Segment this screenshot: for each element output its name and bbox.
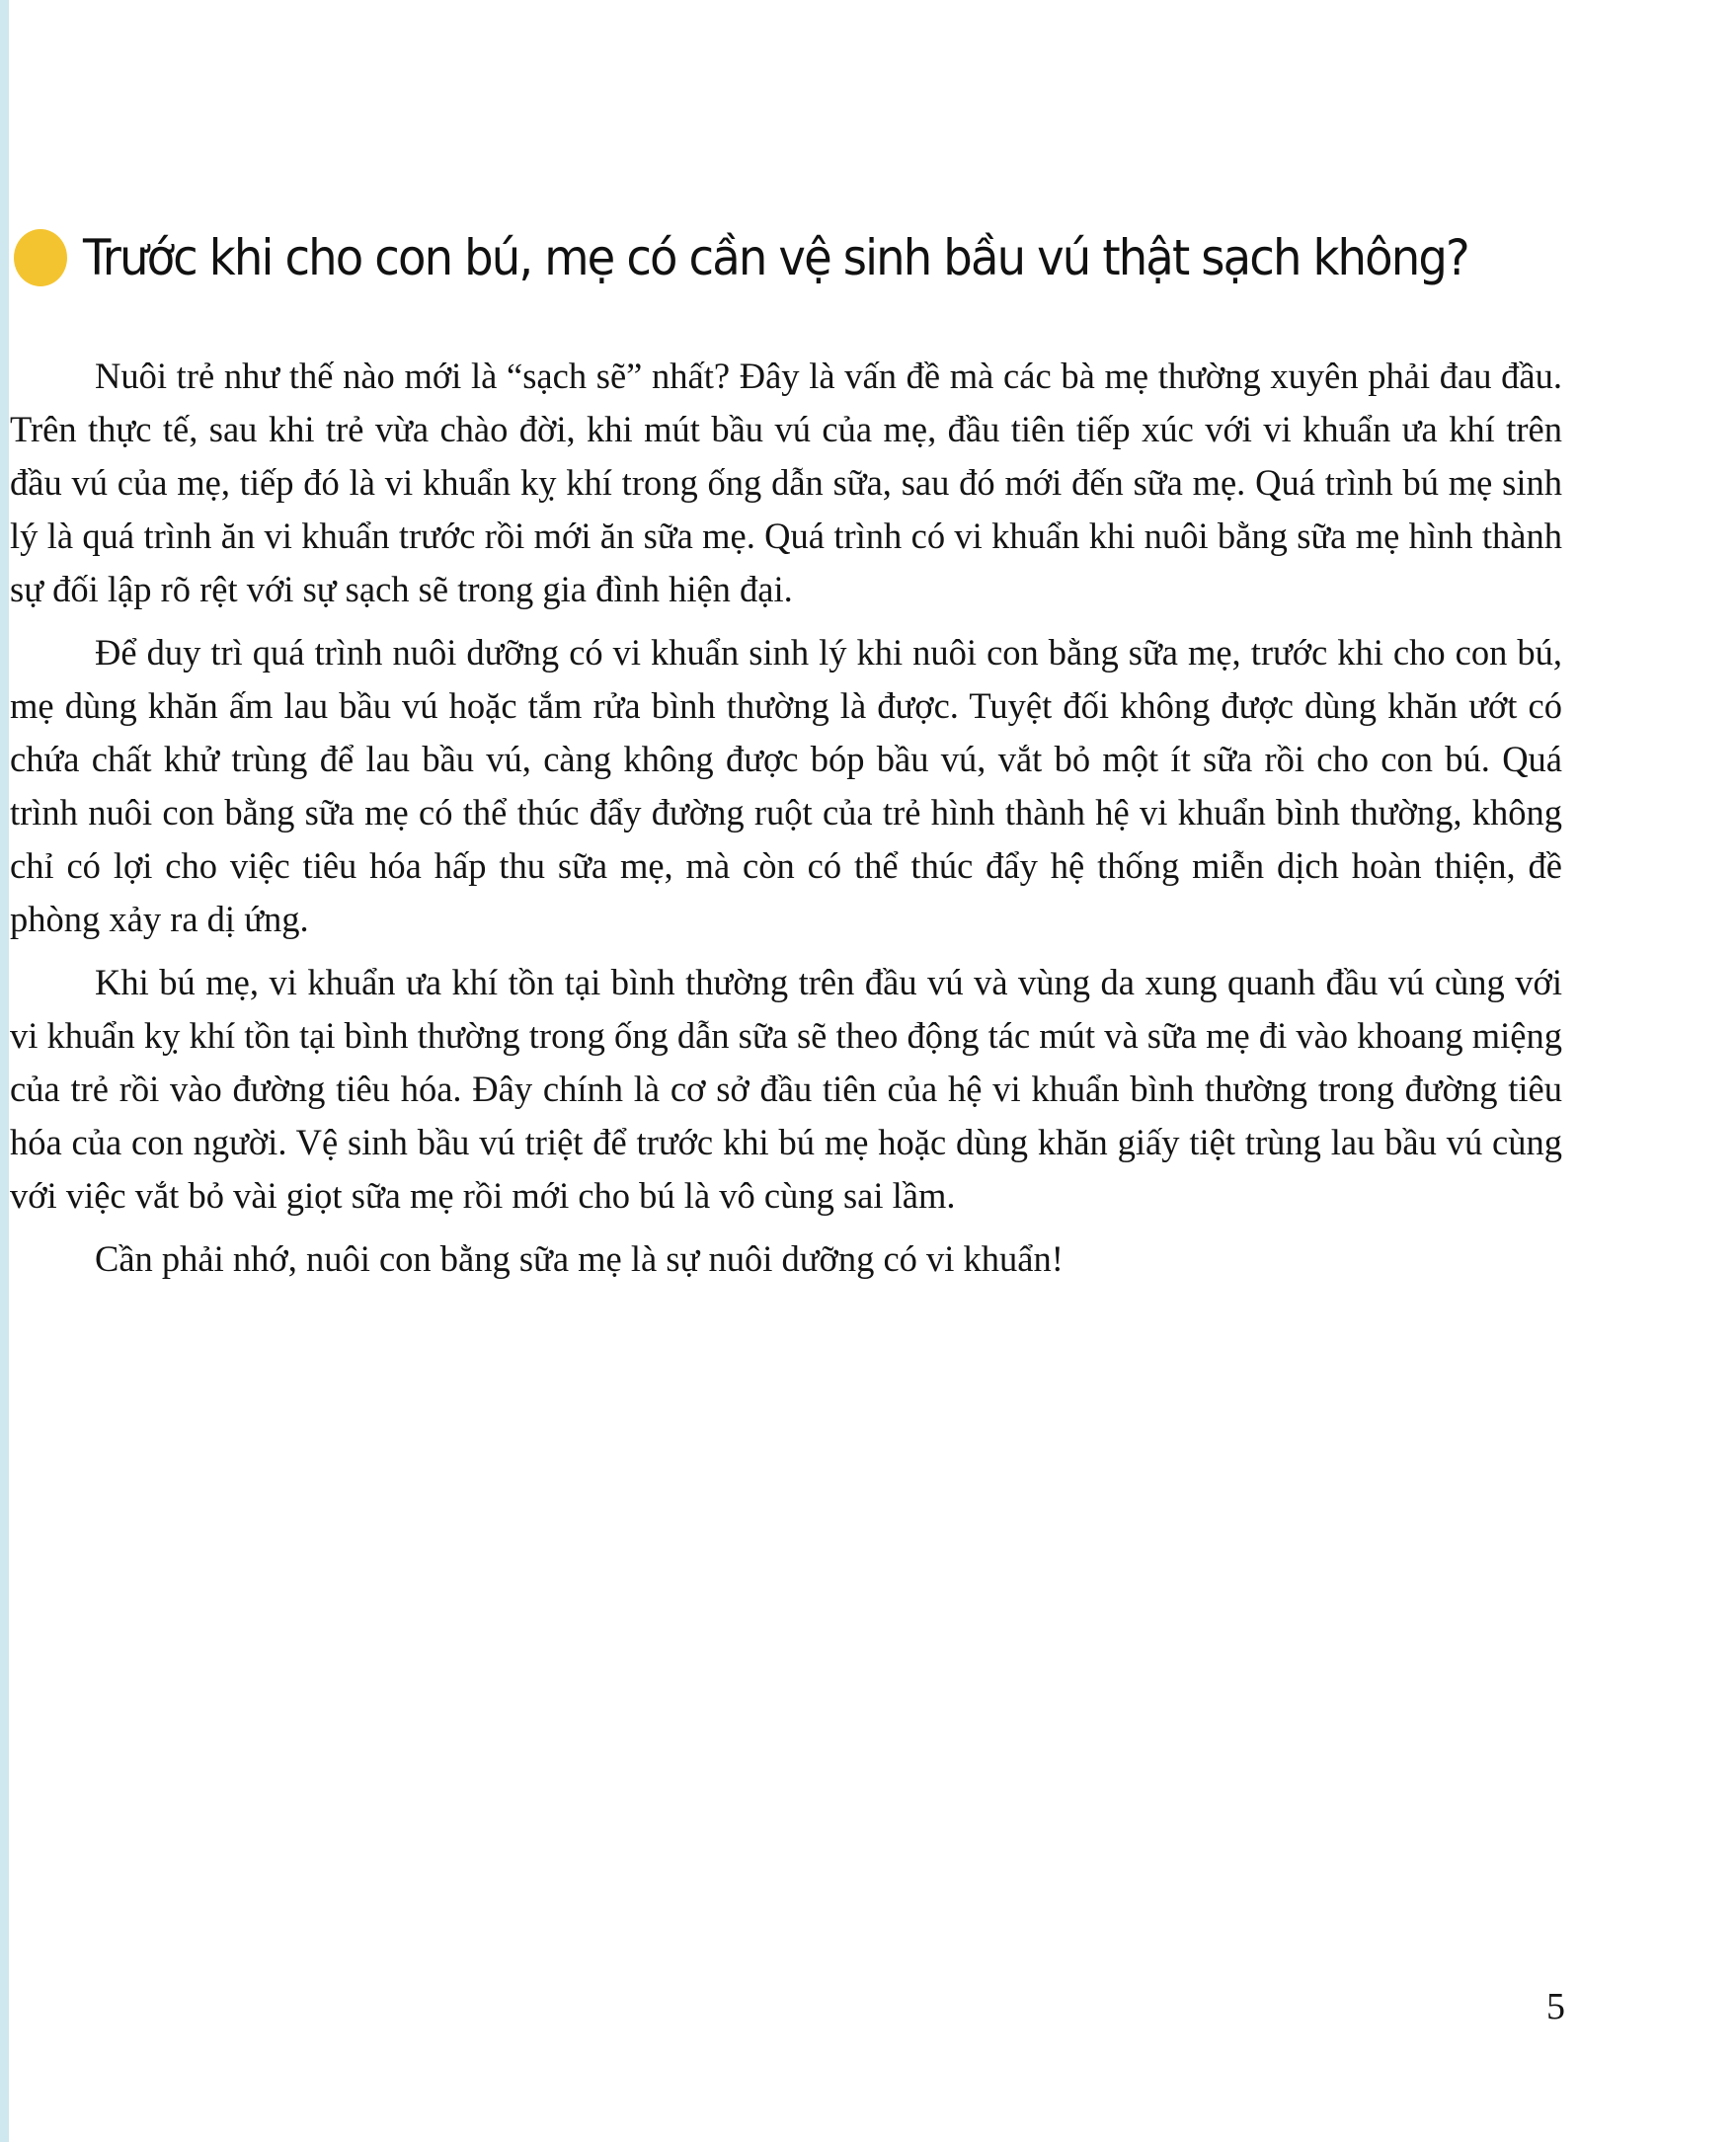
- page-number: 5: [1546, 1986, 1565, 2027]
- paragraph-1: Nuôi trẻ như thế nào mới là “sạch sẽ” nhất? Đây là vấn đề mà các bà mẹ thường xuyên phải đau đầu. Trên thực tế, sau khi trẻ vừa chào đời, khi mút bầu vú của mẹ, đầu tiên tiếp xúc với vi khuẩn ưa khí trên đầu vú của mẹ, tiếp đó là vi khuẩn kỵ khí trong ống dẫn sữa, sau đó mới đến sữa mẹ. Quá trình bú mẹ sinh lý là quá trình ăn vi khuẩn trước rồi mới ăn sữa mẹ. Quá trình có vi khuẩn khi nuôi bằng sữa mẹ hình thành sự đối lập rõ rệt với sự sạch sẽ trong gia đình hiện đại.: [10, 356, 1562, 609]
- paragraph-4: Cần phải nhớ, nuôi con bằng sữa mẹ là sự nuôi dưỡng có vi khuẩn!: [95, 1238, 1064, 1279]
- article-body: [10, 350, 1562, 1296]
- section-title: Trước khi cho con bú, mẹ có cần vệ sinh bầu vú thật sạch không?: [83, 229, 1468, 286]
- section-heading: [14, 229, 1693, 286]
- paragraph-2: Để duy trì quá trình nuôi dưỡng có vi khuẩn sinh lý khi nuôi con bằng sữa mẹ, trước khi cho con bú, mẹ dùng khăn ấm lau bầu vú hoặc tắm rửa bình thường là được. Tuyệt đối không được dùng khăn ướt có chứa chất khử trùng để lau bầu vú, càng không được bóp bầu vú, vắt bỏ một ít sữa rồi cho con bú. Quá trình nuôi con bằng sữa mẹ có thể thúc đẩy đường ruột của trẻ hình thành hệ vi khuẩn bình thường, không chỉ có lợi cho việc tiêu hóa hấp thu sữa mẹ, mà còn có thể thúc đẩy hệ thống miễn dịch hoàn thiện, đề phòng xảy ra dị ứng.: [10, 632, 1562, 939]
- yellow-bullet-icon: [14, 229, 67, 286]
- paragraph-3: Khi bú mẹ, vi khuẩn ưa khí tồn tại bình thường trên đầu vú và vùng da xung quanh đầu vú cùng với vi khuẩn kỵ khí tồn tại bình thường trong ống dẫn sữa sẽ theo động tác mút và sữa mẹ đi vào khoang miệng của trẻ rồi vào đường tiêu hóa. Đây chính là cơ sở đầu tiên của hệ vi khuẩn bình thường trong đường tiêu hóa của con người. Vệ sinh bầu vú triệt để trước khi bú mẹ hoặc dùng khăn giấy tiệt trùng lau bầu vú cùng với việc vắt bỏ vài giọt sữa mẹ rồi mới cho bú là vô cùng sai lầm.: [10, 962, 1562, 1216]
- page-edge-strip: [0, 0, 9, 2142]
